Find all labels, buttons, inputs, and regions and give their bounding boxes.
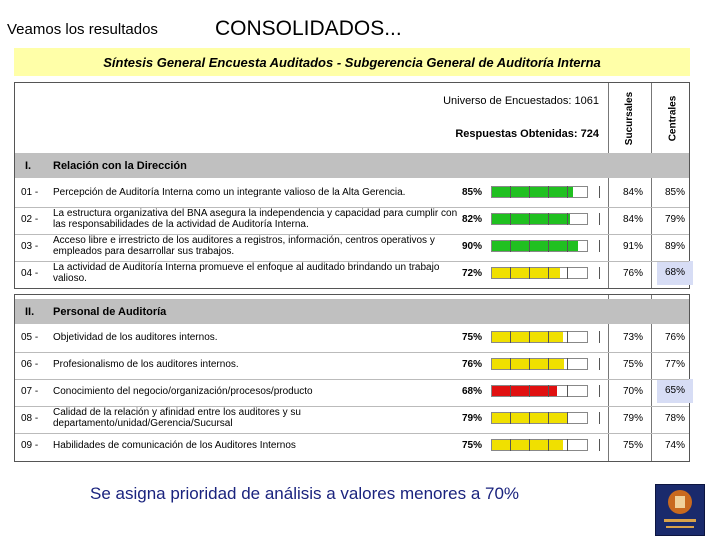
row-description: La actividad de Auditoría Interna promueve el enfoque al auditado brindando un trabajo valioso. [53, 262, 440, 284]
progress-bar [491, 213, 601, 225]
table-row [15, 433, 689, 460]
header-left-text: Veamos los resultados [7, 21, 158, 38]
section-title: Personal de Auditoría [53, 306, 167, 318]
sucursales-value: 75% [622, 359, 643, 370]
row-number: 03 - [21, 241, 39, 252]
row-divider [15, 234, 689, 235]
progress-bar [491, 412, 601, 424]
progress-bar [491, 331, 601, 343]
universo-label: Universo de Encuestados: 1061 [443, 95, 599, 107]
row-description: Habilidades de comunicación de los Auditores Internos [53, 440, 296, 451]
progress-fill [492, 332, 563, 342]
centrales-value: 65% [657, 379, 693, 403]
progress-bar [491, 240, 601, 252]
row-divider [15, 261, 689, 262]
row-number: 06 - [21, 359, 39, 370]
centrales-value: 78% [664, 413, 685, 424]
row-percentage: 68% [462, 386, 483, 397]
progress-fill [492, 187, 573, 197]
table-row [15, 379, 689, 406]
centrales-value: 77% [664, 359, 685, 370]
row-percentage: 79% [462, 413, 483, 424]
row-number: 01 - [21, 187, 39, 198]
section-title: Relación con la Dirección [53, 160, 187, 172]
column-header-centrales: Centrales [667, 95, 679, 141]
section-header [15, 299, 689, 324]
row-description: Conocimiento del negocio/organización/procesos/producto [53, 386, 313, 397]
row-percentage: 90% [462, 241, 483, 252]
centrales-value: 85% [664, 187, 685, 198]
sucursales-value: 79% [622, 413, 643, 424]
row-description: Profesionalismo de los auditores internos. [53, 359, 239, 370]
table-row [15, 352, 689, 379]
row-description: La estructura organizativa del BNA asegura la independencia y capacidad para cumplir con las responsabilidades de la actividad de Auditoría Interna. [53, 208, 458, 230]
sucursales-value: 76% [622, 268, 643, 279]
centrales-value: 89% [664, 241, 685, 252]
row-number: 08 - [21, 413, 39, 424]
sucursales-value: 75% [622, 440, 643, 451]
section-header [15, 153, 689, 178]
row-number: 07 - [21, 386, 39, 397]
table-row [15, 207, 689, 234]
row-divider [15, 406, 689, 407]
row-description: Objetividad de los auditores internos. [53, 332, 218, 343]
progress-bar [491, 267, 601, 279]
row-number: 05 - [21, 332, 39, 343]
row-description: Percepción de Auditoría Interna como un integrante valioso de la Alta Gerencia. [53, 187, 406, 198]
progress-bar [491, 186, 601, 198]
centrales-value: 74% [664, 440, 685, 451]
row-number: 02 - [21, 214, 39, 225]
row-percentage: 75% [462, 440, 483, 451]
row-number: 04 - [21, 268, 39, 279]
respuestas-label: Respuestas Obtenidas: 724 [455, 128, 599, 140]
table-row [15, 325, 689, 352]
page-title: CONSOLIDADOS... [215, 17, 402, 40]
table-row [15, 180, 689, 207]
row-percentage: 72% [462, 268, 483, 279]
row-percentage: 82% [462, 214, 483, 225]
sucursales-value: 84% [622, 214, 643, 225]
section-number: I. [25, 160, 32, 172]
row-description: Acceso libre e irrestricto de los auditores a registros, información, centros operativos y empleados para desarrollar sus trabajos. [53, 235, 435, 257]
sucursales-value: 91% [622, 241, 643, 252]
progress-bar [491, 358, 601, 370]
progress-bar [491, 439, 601, 451]
centrales-value: 68% [657, 261, 693, 285]
row-percentage: 76% [462, 359, 483, 370]
institution-seal-icon [655, 484, 705, 536]
row-description: Calidad de la relación y afinidad entre los auditores y su departamento/unidad/Gerencia/Sucursal [53, 407, 301, 429]
panel-relacion-direccion [14, 82, 690, 289]
sucursales-value: 73% [622, 332, 643, 343]
panel-personal-auditoria [14, 294, 690, 462]
table-row [15, 261, 689, 288]
row-divider [15, 379, 689, 380]
table-row [15, 406, 689, 433]
report-banner: Síntesis General Encuesta Auditados - Subgerencia General de Auditoría Interna [14, 48, 690, 76]
row-percentage: 85% [462, 187, 483, 198]
progress-bar [491, 385, 601, 397]
row-divider [15, 352, 689, 353]
progress-fill [492, 214, 570, 224]
table-row [15, 234, 689, 261]
row-number: 09 - [21, 440, 39, 451]
column-header-sucursales: Sucursales [624, 91, 636, 145]
footer-note: Se asigna prioridad de análisis a valores menores a 70% [90, 484, 520, 503]
progress-fill [492, 359, 564, 369]
row-divider [15, 207, 689, 208]
row-percentage: 75% [462, 332, 483, 343]
row-divider [15, 433, 689, 434]
centrales-value: 76% [664, 332, 685, 343]
progress-fill [492, 241, 578, 251]
progress-fill [492, 440, 563, 450]
sucursales-value: 84% [622, 187, 643, 198]
progress-fill [492, 268, 560, 278]
sucursales-value: 70% [622, 386, 643, 397]
section-number: II. [25, 306, 35, 318]
centrales-value: 79% [664, 214, 685, 225]
